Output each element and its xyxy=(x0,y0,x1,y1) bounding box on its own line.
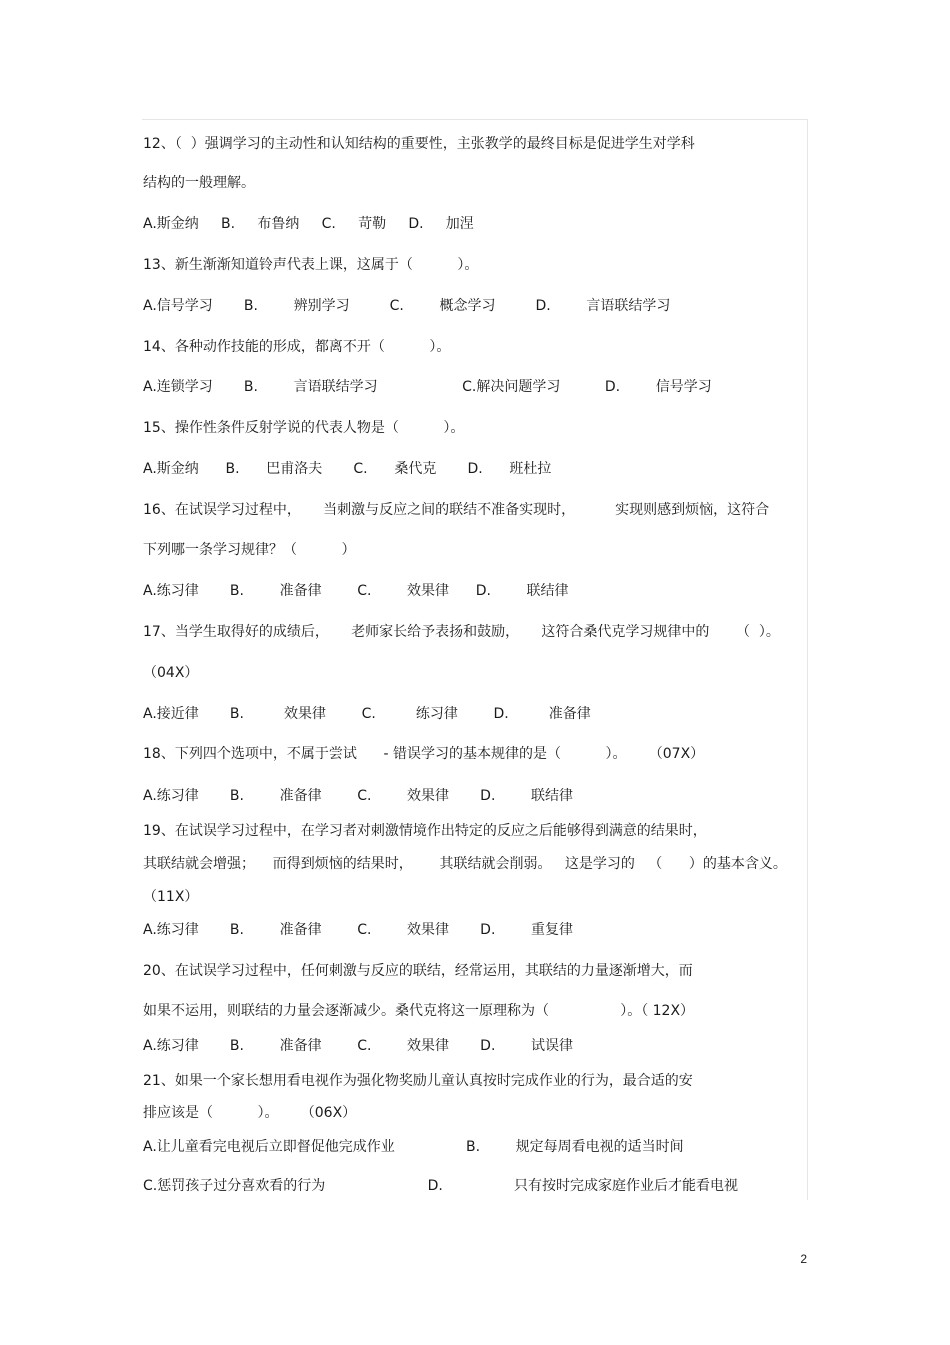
page-number: 2 xyxy=(800,1252,807,1266)
question-21-options-1: A.让儿童看完电视后立即督促他完成作业 B. 规定每周看电视的适当时间 xyxy=(143,1139,684,1155)
question-12-options: A.斯金纳 B. 布鲁纳 C. 苛勒 D. 加涅 xyxy=(143,216,474,232)
question-19-line-3: （11X） xyxy=(143,889,199,905)
question-18-line-1: 18、下列四个选项中，不属于尝试 - 错误学习的基本规律的是（ ）。 （07X） xyxy=(143,746,705,762)
question-18-options: A.练习律 B. 准备律 C. 效果律 D. 联结律 xyxy=(143,788,574,804)
question-13-line-1: 13、新生渐渐知道铃声代表上课，这属于（ ）。 xyxy=(143,257,479,273)
question-19-line-1: 19、在试误学习过程中，在学习者对刺激情境作出特定的反应之后能够得到满意的结果时， xyxy=(143,823,707,839)
question-12-line-1: 12、（ ）强调学习的主动性和认知结构的重要性，主张教学的最终目标是促进学生对学科 xyxy=(143,136,695,152)
question-15-line-1: 15、操作性条件反射学说的代表人物是（ ）。 xyxy=(143,420,465,436)
question-14-line-1: 14、各种动作技能的形成，都离不开（ ）。 xyxy=(143,339,451,355)
question-20-line-2: 如果不运用，则联结的力量会逐渐减少。桑代克将这一原理称为（ ）。（ 12X） xyxy=(143,1003,695,1019)
question-17-line-1: 17、当学生取得好的成绩后， 老师家长给予表扬和鼓励， 这符合桑代克学习规律中的 （ ）。 xyxy=(143,624,780,640)
question-20-line-1: 20、在试误学习过程中，任何刺激与反应的联结，经常运用，其联结的力量逐渐增大，而 xyxy=(143,963,693,979)
question-19-line-2: 其联结就会增强； 而得到烦恼的结果时， 其联结就会削弱。 这是学习的 （ ）的基本含义。 xyxy=(143,856,787,872)
question-16-line-2: 下列哪一条学习规律？（ ） xyxy=(143,542,356,558)
question-21-line-1: 21、如果一个家长想用看电视作为强化物奖励儿童认真按时完成作业的行为，最合适的安 xyxy=(143,1073,693,1089)
question-13-options: A.信号学习 B. 辨别学习 C. 概念学习 D. 言语联结学习 xyxy=(143,298,671,314)
question-17-options: A.接近律 B. 效果律 C. 练习律 D. 准备律 xyxy=(143,706,591,722)
question-16-options: A.练习律 B. 准备律 C. 效果律 D. 联结律 xyxy=(143,583,569,599)
question-20-options: A.练习律 B. 准备律 C. 效果律 D. 试误律 xyxy=(143,1038,574,1054)
question-15-options: A.斯金纳 B. 巴甫洛夫 C. 桑代克 D. 班杜拉 xyxy=(143,461,552,477)
question-17-line-2: （04X） xyxy=(143,665,199,681)
question-12-line-2: 结构的一般理解。 xyxy=(143,175,255,191)
question-14-options: A.连锁学习 B. 言语联结学习 C.解决问题学习 D. 信号学习 xyxy=(143,379,712,395)
question-16-line-1: 16、在试误学习过程中， 当刺激与反应之间的联结不准备实现时， 实现则感到烦恼，这符合 xyxy=(143,502,770,518)
question-21-line-2: 排应该是（ ）。 （06X） xyxy=(143,1105,357,1121)
question-21-options-2: C.惩罚孩子过分喜欢看的行为 D. 只有按时完成家庭作业后才能看电视 xyxy=(143,1178,739,1194)
question-19-options: A.练习律 B. 准备律 C. 效果律 D. 重复律 xyxy=(143,922,574,938)
